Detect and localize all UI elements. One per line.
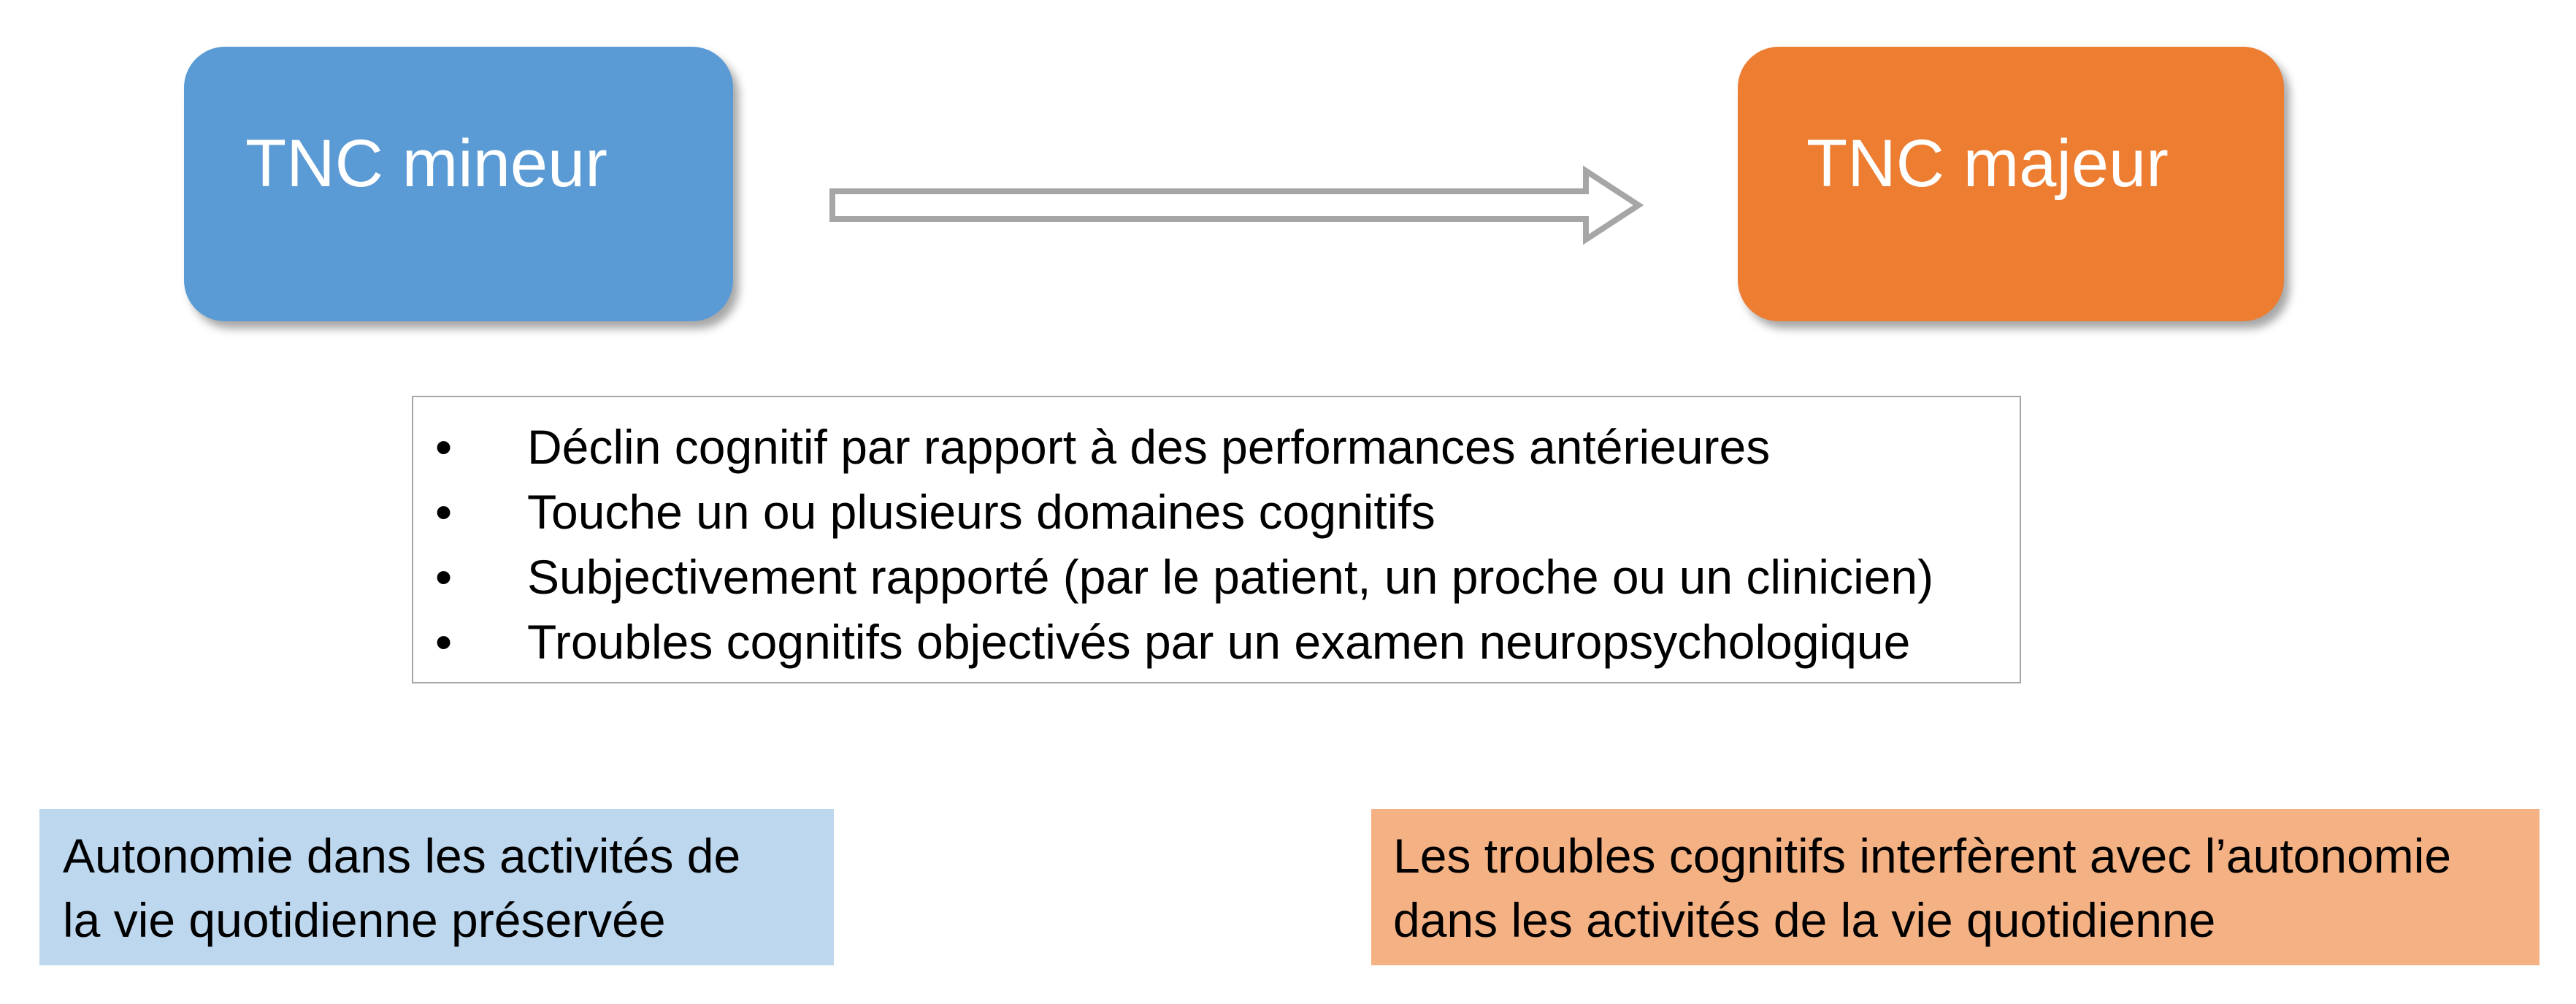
- callout-line: Autonomie dans les activités de: [63, 829, 741, 883]
- callout-autonomy-preserved: [39, 809, 834, 965]
- callout-line: Les troubles cognitifs interfèrent avec l’autonomie: [1393, 829, 2452, 883]
- node-tnc-majeur: [1738, 47, 2284, 321]
- criteria-item: [435, 480, 1933, 545]
- criteria-item: [435, 610, 1933, 675]
- criteria-item-text: Touche un ou plusieurs domaines cognitifs: [527, 485, 1435, 539]
- bullet-icon: •: [435, 550, 453, 604]
- criteria-item-text: Troubles cognitifs objectivés par un examen neuropsychologique: [527, 615, 1911, 669]
- bullet-icon: •: [435, 420, 453, 474]
- bullet-icon: •: [435, 615, 453, 669]
- bullet-icon: •: [435, 485, 453, 539]
- criteria-list: [435, 415, 1933, 675]
- node-tnc-mineur-label: TNC mineur: [245, 126, 607, 201]
- callout-line: dans les activités de la vie quotidienne: [1393, 893, 2216, 947]
- criteria-item: [435, 545, 1933, 610]
- criteria-box: [412, 396, 2021, 683]
- callout-autonomy-impaired: [1371, 809, 2539, 965]
- right-arrow-icon: [827, 165, 1647, 245]
- callout-line: la vie quotidienne préservée: [63, 893, 666, 947]
- criteria-item-text: Déclin cognitif par rapport à des performances antérieures: [527, 420, 1771, 474]
- node-tnc-mineur: [184, 47, 733, 321]
- criteria-item-text: Subjectivement rapporté (par le patient, un proche ou un clinicien): [527, 550, 1934, 604]
- node-tnc-majeur-label: TNC majeur: [1806, 126, 2169, 201]
- criteria-item: [435, 415, 1933, 480]
